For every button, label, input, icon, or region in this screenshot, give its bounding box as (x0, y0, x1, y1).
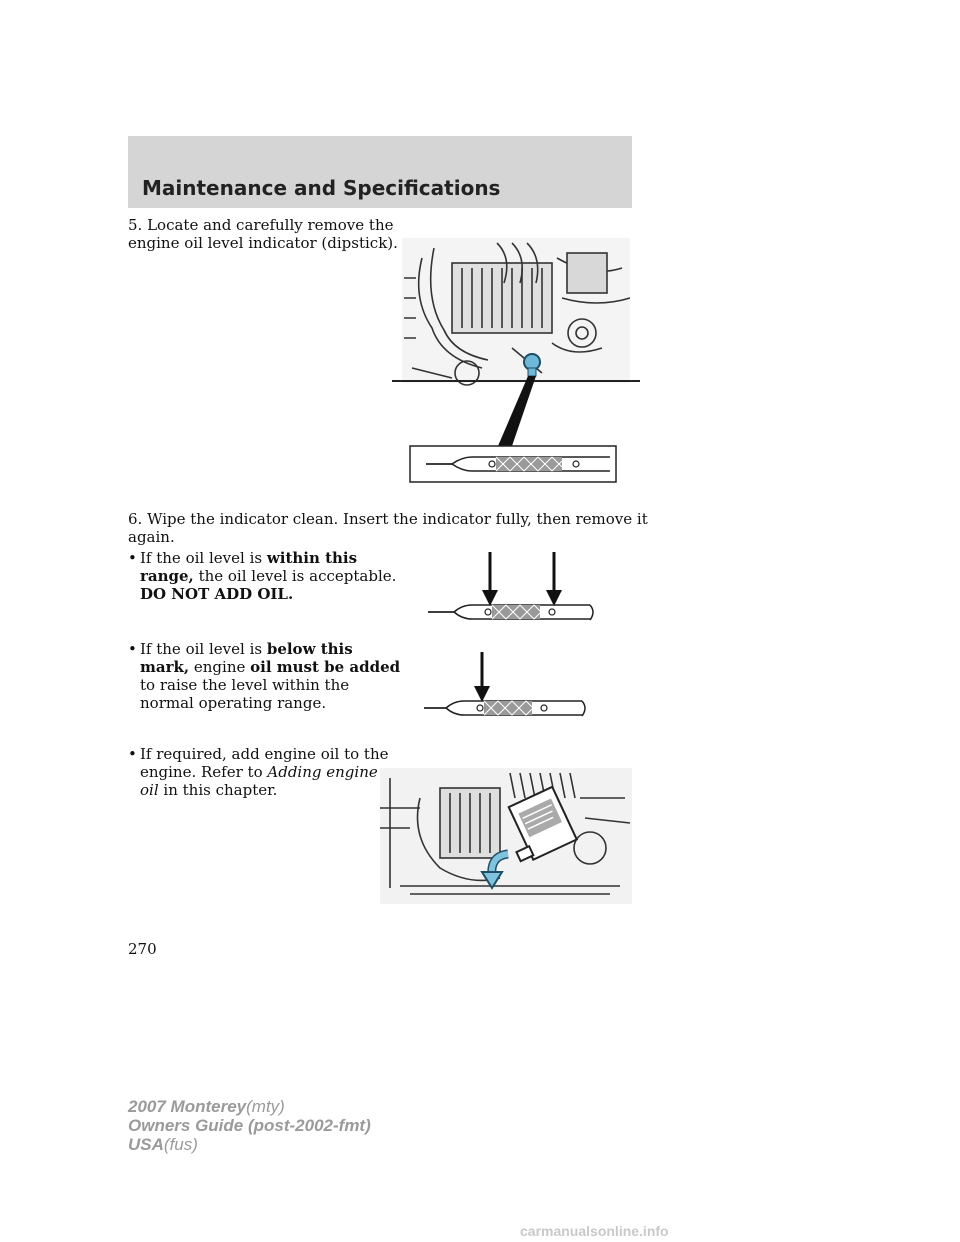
bullet-dot: • (128, 745, 137, 763)
cross-reference-link[interactable]: oil (140, 781, 159, 799)
bullet2-text: engine (189, 658, 251, 676)
bullet-dot: • (128, 640, 137, 658)
bullet2-line1 (140, 640, 353, 658)
bullet1-emphasis: range, (140, 567, 194, 585)
cross-reference-link[interactable]: Adding engine (267, 763, 378, 781)
bullet1-text: If the oil level is (140, 549, 267, 567)
footer-model-code: (mty) (246, 1097, 285, 1116)
footer-line1 (128, 1097, 371, 1116)
dipstick-range-diagram (424, 550, 608, 630)
bullet3-line2 (140, 763, 378, 781)
bullet1-line1 (140, 549, 357, 567)
bullet1-text: the oil level is acceptable. (193, 567, 397, 585)
bullet2-emphasis: mark, (140, 658, 190, 676)
bullet2-emphasis: below this (266, 640, 353, 658)
engine-dipstick-illustration (392, 238, 640, 488)
bullet2-line3: to raise the level within the (140, 676, 350, 694)
add-oil-illustration (380, 768, 632, 904)
document-footer (128, 1097, 371, 1154)
step5-line1: 5. Locate and carefully remove the (128, 216, 394, 234)
bullet1-line3 (140, 585, 293, 603)
step6-line2: again. (128, 528, 175, 546)
watermark: carmanualsonline.info (520, 1223, 669, 1239)
bullet3-line1: If required, add engine oil to the (140, 745, 389, 763)
footer-line2 (128, 1116, 371, 1135)
bullet2-emphasis: oil must be added (250, 658, 401, 676)
footer-line3 (128, 1135, 371, 1154)
bullet2-line2 (140, 658, 400, 676)
page-number: 270 (128, 940, 157, 958)
footer-region-code: (fus) (163, 1135, 198, 1154)
bullet1-warning: DO NOT ADD OIL. (140, 585, 294, 603)
bullet1-line2 (140, 567, 396, 585)
bullet3-line3 (140, 781, 277, 799)
bullet1-emphasis: within this (266, 549, 358, 567)
section-title: Maintenance and Specifications (142, 176, 501, 200)
footer-guide: Owners Guide (post-2002-fmt) (128, 1116, 371, 1135)
step6-line1: 6. Wipe the indicator clean. Insert the indicator fully, then remove it (128, 510, 648, 528)
section-header-band (128, 136, 632, 208)
bullet2-line4: normal operating range. (140, 694, 327, 712)
step5-line2: engine oil level indicator (dipstick). (128, 234, 398, 252)
footer-model: 2007 Monterey (128, 1097, 247, 1116)
footer-region: USA (128, 1135, 164, 1154)
bullet3-text: in this chapter. (158, 781, 278, 799)
bullet2-text: If the oil level is (140, 640, 267, 658)
bullet-dot: • (128, 549, 137, 567)
dipstick-low-diagram (420, 652, 604, 724)
bullet3-text: engine. Refer to (140, 763, 268, 781)
